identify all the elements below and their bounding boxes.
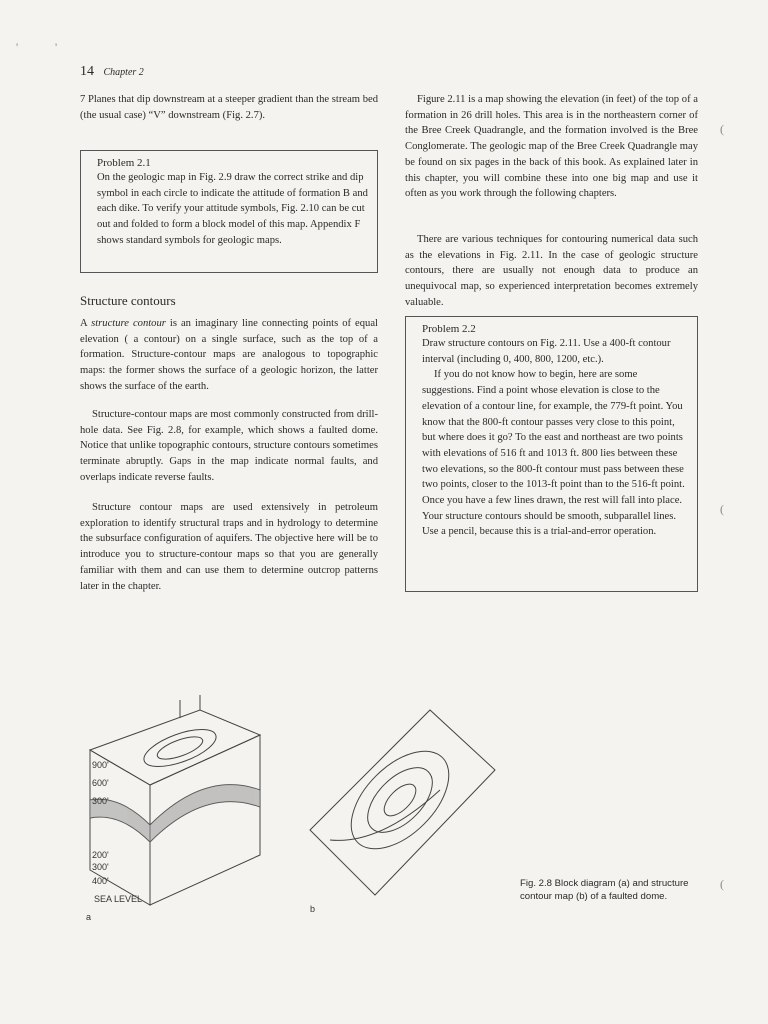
side-shaded-layer [150,785,260,842]
contour-label-2: 600' [92,778,109,788]
top-contour-1 [140,722,221,774]
problem-2-1-box [80,150,378,273]
right-para-1: Figure 2.11 is a map showing the elevation (in feet) of the top of a formation in 26 drill holes. This area is in the northeastern corner of the Bree Creek Quadrangle, and the formation involved is the Bree Conglomerate. The geologic map of the Bree Creek Quadrangle may be found on six pages in the back of this book. As explained later in this chapter, you will combine these into one big map and use it often as you work through the following chapters. [405,94,698,200]
margin-mark-2: ' [55,40,58,54]
map-outline [310,710,495,895]
sea-level-label: SEA LEVEL [94,894,143,904]
problem-2-2-box [405,316,698,592]
map-contour-3 [379,779,421,821]
map-contour-2 [356,756,444,844]
block-diagram [80,690,270,930]
contour-label-6: 300' [92,862,109,872]
margin-mark-1: ' [16,40,19,54]
contour-map [300,700,500,920]
contour-label-1: 900' [92,760,109,770]
figure-label-b: b [310,904,316,914]
section-para-3: Structure contour maps are used extensively in petroleum exploration to identify structural traps and in hydrology to determine the subsurface configuration of aquifers. The objective here will be to introduce you to structure-contour maps so that you are generally familiar with them and can use them to determine outcrop patterns later in the chapter. [80,502,378,592]
contour-label-7: 400' [92,876,109,886]
section-para-2: Structure-contour maps are most commonly constructed from drill-hole data. See Fig. 2.8, for example, which shows a faulted dome. Notice that unlike topographic contours, structure contours sometimes terminate abruptly. Gaps in the map indicate normal faults, and overlaps indicate reverse faults. [80,409,378,483]
figure-label-a: a [86,912,92,922]
problem-2-1-body: On the geologic map in Fig. 2.9 draw the correct strike and dip symbol in each circle to indicate the attitude of formation B and each dike. To verify your attitude symbols, Fig. 2.10 can be cut out and folded to form a block model of this map. Appendix F shows standard symbols for geologic maps. [97,172,368,246]
top-contour-2 [155,732,206,763]
term-structure-contour: structure contour [91,318,166,329]
page-number: 14 [80,64,94,79]
margin-mark-3: ( [720,122,724,136]
problem-2-1-title: Problem 2.1 [97,157,151,169]
section-para-1 [80,316,378,395]
problem-2-2-para-1: Draw structure contours on Fig. 2.11. Use a 400-ft contour interval (including 0, 400, 800, 1200, etc.). [422,338,671,365]
para1-prefix: A [80,318,92,329]
contour-label-3: 300' [92,796,109,806]
section-heading: Structure contours [80,293,176,308]
right-para-2: There are various techniques for contouring numerical data such as the elevations in Fig. 2.11. In the case of geologic structure contours, there are usually not enough data to produce an unequivocal map, so experienced interpretation becomes extremely valuable. [405,234,698,308]
para1-rest: is an imaginary line connecting points of equal elevation ( a contour) on a single surface, such as the top of a formation. Structure-contour maps are analogous to topographic maps: the former shows the surface of a geologic horizon, the latter shows the surface of the earth. [80,318,378,392]
map-contour-1 [334,734,467,867]
map-fault-line [330,790,440,840]
chapter-label: Chapter 2 [103,67,144,78]
problem-2-2-title: Problem 2.2 [422,323,476,335]
contour-label-5: 200' [92,850,109,860]
figure-caption: Fig. 2.8 Block diagram (a) and structure contour map (b) of a faulted dome. [520,878,689,902]
page-header [80,64,144,80]
margin-mark-5: ( [720,877,724,891]
problem-2-2-para-2: If you do not know how to begin, here are some suggestions. Find a point whose elevation is close to the elevation of a contour line, for example, the 779-ft point. You know that the 800-ft contour passes very close to this point, but where does it go? To the east and northeast are two points with elevations of 516 ft and 1013 ft. 800 lies between these two elevations, so the 800-ft contour must pass between these two points, closer to the 1013-ft point than to the 516-ft point. Once you have a few lines drawn, the rest will fall into place. Your structure contours should be smooth, subparallel lines. Use a pencil, because this is a trial-and-error operation. [422,369,685,538]
margin-mark-4: ( [720,502,724,516]
left-intro: 7 Planes that dip downstream at a steeper gradient than the stream bed (the usual case) “V” downstream (Fig. 2.7). [80,94,378,121]
